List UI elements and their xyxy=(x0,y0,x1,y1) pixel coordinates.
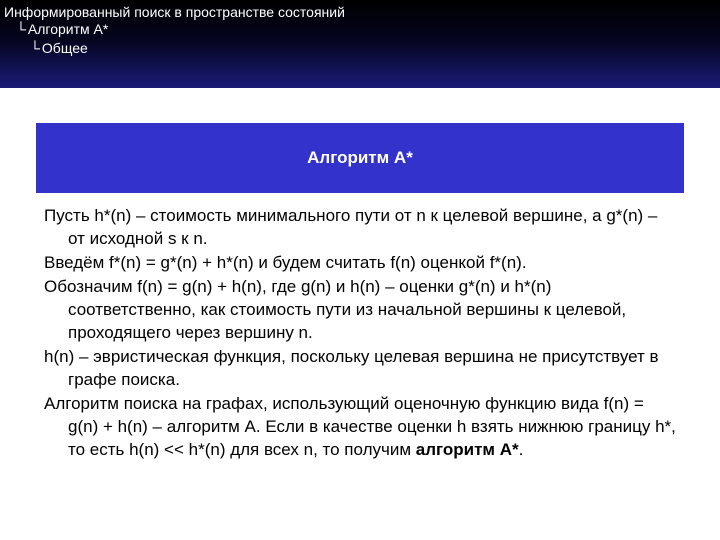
slide-body xyxy=(44,204,676,462)
header-bar xyxy=(0,0,720,88)
breadcrumb-label: Алгоритм А* xyxy=(27,21,109,37)
paragraph-text: Алгоритм поиска на графах, использующий оценочную функцию вида f(n) = g(n) + h(n) – алгоритм А. Если в качестве оценки h взять нижнюю границу h*, то есть h(n) << h*(n) для всех n, то получим xyxy=(44,394,676,459)
tree-branch-icon: └ xyxy=(16,21,26,37)
paragraph: h(n) – эвристическая функция, поскольку целевая вершина не присутствует в графе поиска. xyxy=(44,347,659,389)
paragraph: Пусть h*(n) – стоимость минимального пути от n к целевой вершине, а g*(n) – от исходной s к n. xyxy=(44,206,658,248)
bold-term: алгоритм А* xyxy=(415,440,519,459)
slide-title-band xyxy=(36,123,684,193)
breadcrumb-level-3 xyxy=(30,40,88,56)
paragraph: Введём f*(n) = g*(n) + h*(n) и будем считать f(n) оценкой f*(n). xyxy=(44,253,527,272)
breadcrumb-level-2 xyxy=(16,21,108,37)
paragraph-end: . xyxy=(518,440,524,459)
tree-branch-icon: └ xyxy=(30,40,40,56)
paragraph-final xyxy=(44,392,676,461)
paragraph: Обозначим f(n) = g(n) + h(n), где g(n) и h(n) – оценки g*(n) и h*(n) соответственно, как стоимость пути из начальной вершины к целевой, проходящего через вершину n. xyxy=(44,277,627,342)
slide-title: Алгоритм А* xyxy=(307,148,413,167)
breadcrumb-level-1 xyxy=(4,4,345,20)
breadcrumb-label: Информированный поиск в пространстве состояний xyxy=(4,4,345,20)
breadcrumb-label: Общее xyxy=(41,40,88,56)
